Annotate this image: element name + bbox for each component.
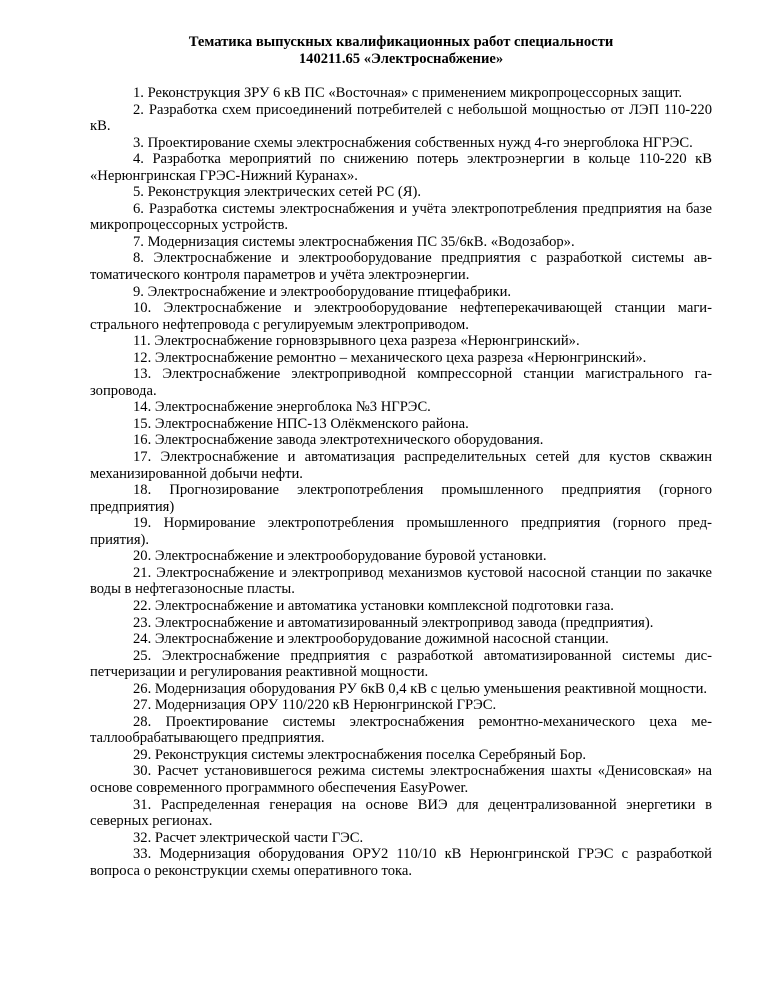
topics-list [90,85,712,879]
list-item: 12. Электроснабжение ремонтно – механического цеха разреза «Нерюнгринский». [133,349,647,366]
document-title [90,34,712,67]
list-item: 11. Электроснабжение горновзрывного цеха разреза «Нерюнгринский». [133,333,580,350]
list-item: 18. Прогнозирование электропотребления промышленного предприятия (горного предприятия) [90,482,712,515]
list-item: 13. Электроснабжение электроприводной компрессорной станции магистрального газопровода. [90,366,712,399]
list-item: 22. Электроснабжение и автоматика установки комплексной подготовки газа. [133,597,614,614]
list-item: 4. Разработка мероприятий по снижению потерь электроэнергии в кольце 110-220 кВ «Нерюнгринская ГРЭС-Нижний Куранах». [90,151,712,184]
list-item: 5. Реконструкция электрических сетей РС (Я). [133,184,422,201]
list-item: 32. Расчет электрической части ГЭС. [133,829,364,846]
list-item: 9. Электроснабжение и электрооборудование птицефабрики. [133,283,512,300]
list-item: 3. Проектирование схемы электроснабжения собственных нужд 4-го энергоблока НГРЭС. [133,134,693,151]
list-item: 23. Электроснабжение и автоматизированный электропривод завода (предприятия). [133,614,654,631]
list-item: 10. Электроснабжение и электрооборудование нефтеперекачивающей станции магистрального нефтепровода с регулируемым электроприводом. [90,300,712,333]
title-line-1: Тематика выпускных квалификационных работ специальности [188,34,614,50]
list-item: 1. Реконструкция ЗРУ 6 кВ ПС «Восточная» с применением микропроцессорных защит. [133,85,683,101]
list-item: 15. Электроснабжение НПС-13 Олёкменского района. [133,415,469,432]
list-item: 21. Электроснабжение и электропривод механизмов кустовой насосной станции по закачке воды в нефтегазоносные пласты. [90,564,712,598]
list-item: 30. Расчет установившегося режима системы электроснабжения шахты «Денисовская» на основе современного программного обеспечения EasyPower. [90,763,712,796]
list-item: 7. Модернизация системы электроснабжения ПС 35/6кВ. «Водозабор». [133,233,575,250]
list-item: 25. Электроснабжение предприятия с разработкой автоматизированной системы диспетчеризации и регулирования реактивной мощности. [90,647,712,681]
list-item: 31. Распределенная генерация на основе ВИЭ для децентрализованной энергетики в северных регионах. [90,796,712,830]
title-line-2: 140211.65 «Электроснабжение» [298,50,504,67]
list-item: 19. Нормирование электропотребления промышленного предприятия (горного предприятия). [90,515,712,548]
list-item: 20. Электроснабжение и электрооборудование буровой установки. [133,548,547,565]
list-item: 14. Электроснабжение энергоблока №3 НГРЭС. [133,399,431,416]
list-item: 27. Модернизация ОРУ 110/220 кВ Нерюнгринской ГРЭС. [133,697,497,714]
list-item: 8. Электроснабжение и электрооборудование предприятия с разработкой системы автоматического контроля параметров и учёта электроэнергии. [90,250,712,284]
list-item: 28. Проектирование системы электроснабжения ремонтно-механического цеха металлообрабатывающего предприятия. [90,713,712,747]
list-item: 6. Разработка системы электроснабжения и учёта электропотребления предприятия на базе микропроцессорных устройств. [90,200,712,234]
list-item: 29. Реконструкция системы электроснабжения поселка Серебряный Бор. [133,746,587,763]
list-item: 33. Модернизация оборудования ОРУ2 110/10 кВ Нерюнгринской ГРЭС с разработкой вопроса о реконструкции схемы оперативного тока. [90,846,712,879]
list-item: 17. Электроснабжение и автоматизация распределительных сетей для кустов скважин механизированной добычи нефти. [90,449,712,482]
list-item: 2. Разработка схем присоединений потребителей с небольшой мощностью от ЛЭП 110-220 кВ. [90,101,712,135]
list-item: 16. Электроснабжение завода электротехнического оборудования. [133,432,544,449]
list-item: 26. Модернизация оборудования РУ 6кВ 0,4 кВ с целью уменьшения реактивной мощности. [133,680,708,697]
list-item: 24. Электроснабжение и электрооборудование дожимной насосной станции. [133,631,609,648]
